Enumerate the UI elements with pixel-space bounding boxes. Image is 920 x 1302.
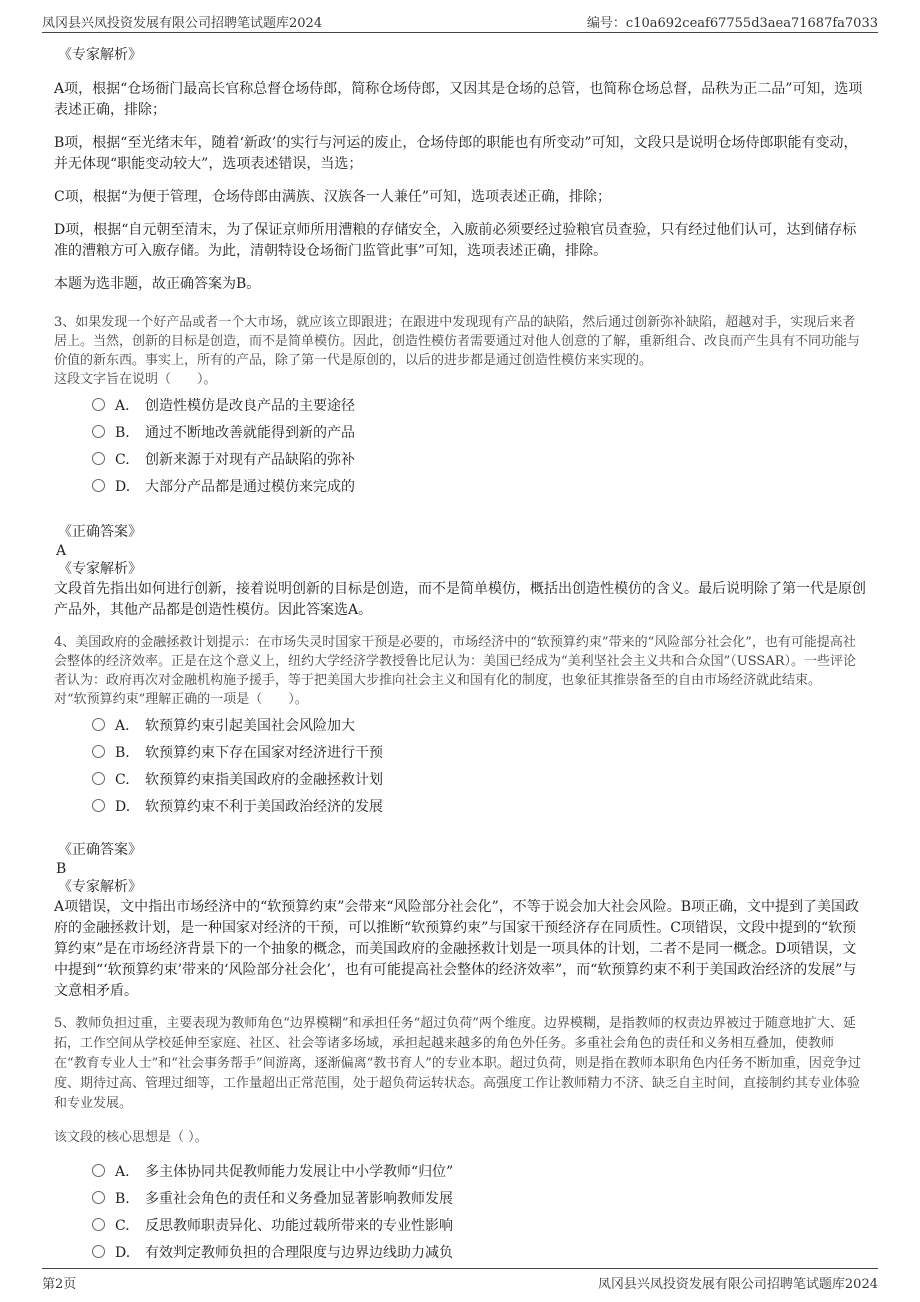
option-d[interactable]: D. 有效判定教师负担的合理限度与边界边线助力减负 <box>92 1244 866 1263</box>
question-3-prompt: 这段文字旨在说明（ ）。 <box>54 372 217 387</box>
option-a[interactable]: A. 创造性模仿是改良产品的主要途径 <box>92 397 866 416</box>
analysis-option-c: C项，根据“为便于管理，仓场侍郎由满族、汉族各一人兼任”可知，选项表述正确，排除； <box>54 189 612 205</box>
page-header <box>42 10 878 33</box>
option-d[interactable]: D. 软预算约束不利于美国政治经济的发展 <box>92 798 866 817</box>
option-c[interactable]: C. 创新来源于对现有产品缺陷的弥补 <box>92 451 866 470</box>
radio-icon[interactable] <box>92 718 105 731</box>
option-c[interactable]: C. 软预算约束指美国政府的金融拯救计划 <box>92 771 866 790</box>
analysis-option-d: D项，根据“自元朝至清末，为了保证京师所用漕粮的存储安全，入廒前必须要经过验粮官员查验，只有经过他们认可，达到储存标准的漕粮方可入廒存储。为此，清朝特设仓场衙门监管此事”可知，选项表述正确，排除。 <box>54 222 857 259</box>
page-content <box>54 44 866 1271</box>
question-5-options <box>92 1163 866 1263</box>
radio-icon[interactable] <box>92 452 105 465</box>
page-number: 第2页 <box>42 1277 77 1292</box>
radio-icon[interactable] <box>92 425 105 438</box>
question-4-text: 4、美国政府的金融拯救计划提示：在市场失灵时国家干预是必要的，市场经济中的“软预算约束”带来的“风险部分社会化”，也有可能提高社会整体的经济效率。正是在这个意义上，纽约大学经济学教授鲁比尼认为：美国已经成为“美利坚社会主义共和合众国”（USSAR）。一些评论者认为：政府再次对金融机构施予援手，等于把美国大步推向社会主义和国有化的制度，也象征其推崇备至的自由市场经济就此结束。 <box>54 635 857 688</box>
question-5-prompt: 该文段的核心思想是（ ）。 <box>54 1130 208 1145</box>
header-doc-id: 编号：c10a692ceaf67755d3aea71687fa7033 <box>586 16 878 31</box>
radio-icon[interactable] <box>92 1218 105 1231</box>
option-a[interactable]: A. 多主体协同共促教师能力发展让中小学教师“归位” <box>92 1163 866 1182</box>
correct-answer: A <box>56 543 67 559</box>
expert-analysis-label: 《专家解析》 <box>58 47 142 63</box>
correct-answer: B <box>56 861 67 877</box>
question-3-text: 3、如果发现一个好产品或者一个大市场，就应该立即跟进；在跟进中发现现有产品的缺陷，然后通过创新弥补缺陷，超越对手，实现后来者居上。当然，创新的目标是创造，而不是简单模仿。因此，创造性模仿者需要通过对他人创意的了解，重新组合、改良而产生具有不同功能与价值的新东西。事实上，所有的产品，除了第一代是原创的，以后的进步都是通过创造性模仿来实现的。 <box>54 315 861 368</box>
expert-analysis-label: 《专家解析》 <box>58 879 142 895</box>
page-footer <box>42 1268 878 1293</box>
question-4-prompt: 对“软预算约束”理解正确的一项是（ ）。 <box>54 692 308 707</box>
question-3-analysis: 文段首先指出如何进行创新，接着说明创新的目标是创造，而不是简单模仿，概括出创造性模仿的含义。最后说明除了第一代是原创产品外，其他产品都是创造性模仿。因此答案选A。 <box>54 581 866 618</box>
option-b[interactable]: B. 软预算约束下存在国家对经济进行干预 <box>92 744 866 763</box>
expert-analysis-label: 《专家解析》 <box>58 561 142 577</box>
radio-icon[interactable] <box>92 745 105 758</box>
radio-icon[interactable] <box>92 1245 105 1258</box>
analysis-option-b: B项，根据“至光绪末年，随着‘新政’的实行与河运的废止，仓场侍郎的职能也有所变动”可知，文段只是说明仓场侍郎职能有变动，并无体现“职能变动较大”，选项表述错误，当选； <box>54 135 858 172</box>
correct-answer-label: 《正确答案》 <box>58 524 142 540</box>
correct-answer-label: 《正确答案》 <box>58 842 142 858</box>
radio-icon[interactable] <box>92 799 105 812</box>
question-5-text: 5、教师负担过重，主要表现为教师角色“边界模糊”和承担任务“超过负荷”两个维度。边界模糊，是指教师的权责边界被过于随意地扩大、延拓，工作空间从学校延伸至家庭、社区、社会等诸多场域，承担起越来越多的角色外任务。多重社会角色的责任和义务相互叠加，使教师在“教育专业人士”和“社会事务帮手”间游离，逐渐偏离“教书育人”的专业本职。超过负荷，则是指在教师本职角色内任务不断加重，因竞争过度、期待过高、管理过细等，工作量超出正常范围，处于超负荷运转状态。高强度工作让教师精力不济、缺乏自主时间，直接制约其专业体验和专业发展。 <box>54 1016 861 1111</box>
option-b[interactable]: B. 多重社会角色的责任和义务叠加显著影响教师发展 <box>92 1190 866 1209</box>
radio-icon[interactable] <box>92 1164 105 1177</box>
footer-title: 凤冈县兴凤投资发展有限公司招聘笔试题库2024 <box>597 1277 878 1292</box>
question-3-options <box>92 397 866 497</box>
radio-icon[interactable] <box>92 398 105 411</box>
option-c[interactable]: C. 反思教师职责异化、功能过载所带来的专业性影响 <box>92 1217 866 1236</box>
radio-icon[interactable] <box>92 1191 105 1204</box>
radio-icon[interactable] <box>92 772 105 785</box>
question-4-options <box>92 717 866 817</box>
analysis-option-a: A项，根据“仓场衙门最高长官称总督仓场侍郎，简称仓场侍郎，又因其是仓场的总管，也简称仓场总督，品秩为正二品”可知，选项表述正确，排除； <box>54 81 863 118</box>
question-4-analysis: A项错误，文中指出市场经济中的“软预算约束”会带来“风险部分社会化”，不等于说会加大社会风险。B项正确，文中提到了美国政府的金融拯救计划，是一种国家对经济的干预，可以推断“软预算约束”与国家干预经济存在同质性。C项错误，文段中提到的“软预算约束”是在市场经济背景下的一个抽象的概念，而美国政府的金融拯救计划是一项具体的计划，二者不是同一概念。D项错误，文中提到“‘软预算约束’带来的‘风险部分社会化’，也有可能提高社会整体的经济效率”，而“软预算约束不利于美国政治经济的发展”与文意相矛盾。 <box>54 899 860 999</box>
option-d[interactable]: D. 大部分产品都是通过模仿来完成的 <box>92 478 866 497</box>
analysis-conclusion: 本题为选非题，故正确答案为B。 <box>54 276 261 292</box>
header-title: 凤冈县兴凤投资发展有限公司招聘笔试题库2024 <box>42 16 323 31</box>
option-a[interactable]: A. 软预算约束引起美国社会风险加大 <box>92 717 866 736</box>
radio-icon[interactable] <box>92 479 105 492</box>
option-b[interactable]: B. 通过不断地改善就能得到新的产品 <box>92 424 866 443</box>
